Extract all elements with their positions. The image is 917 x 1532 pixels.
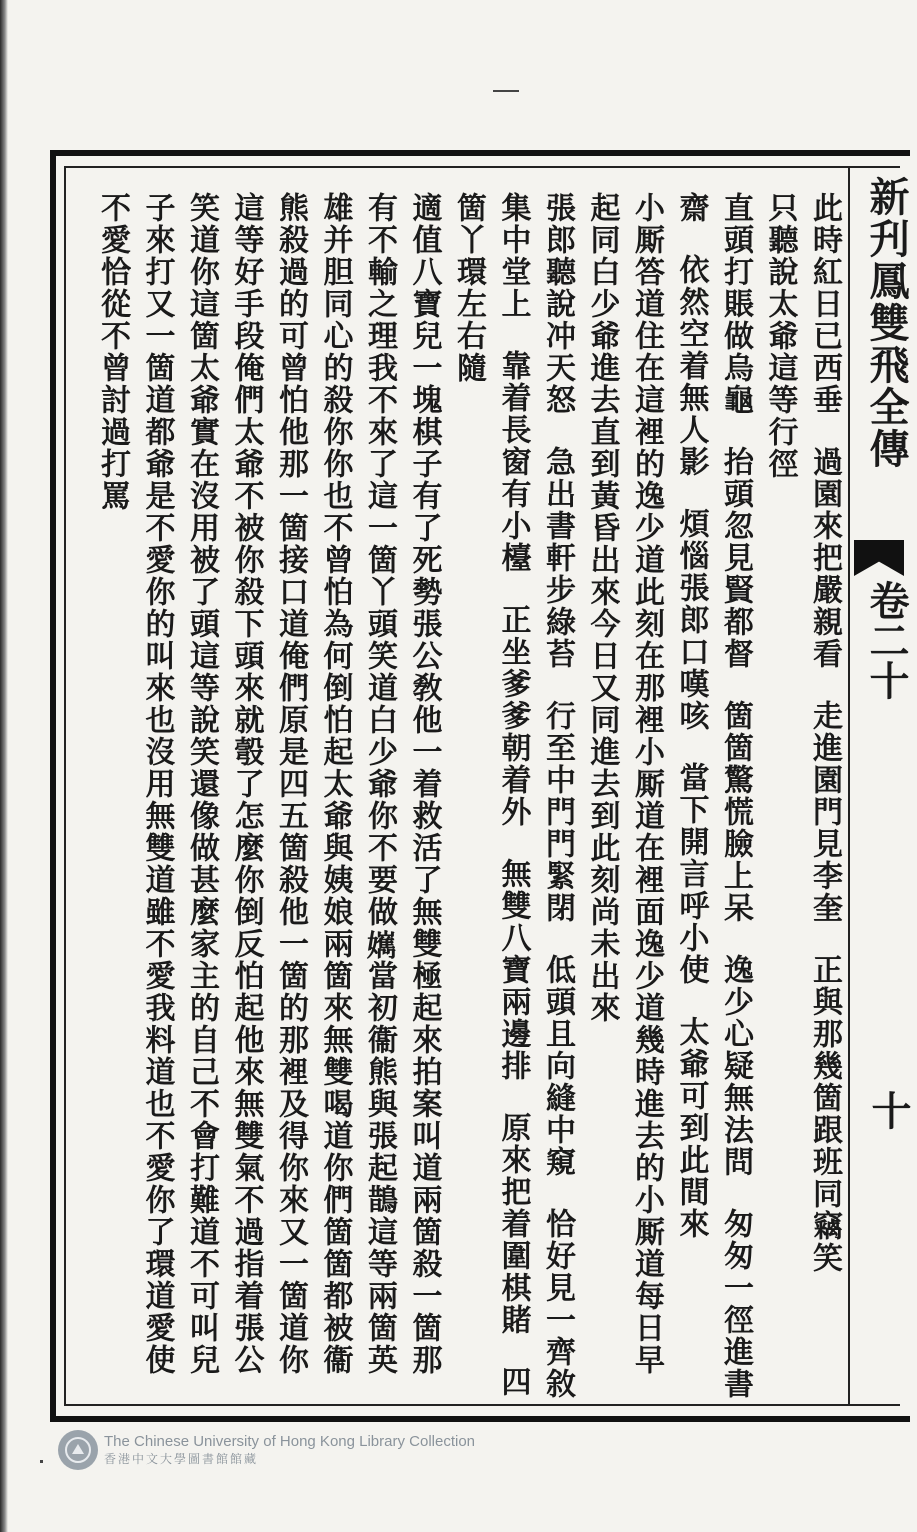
text-column [628,192,664,1376]
text-segment: 太爺可到此間來 [673,1016,709,1240]
text-segment: 只聽說太爺這等行徑 [762,192,798,480]
volume-label: 卷二十 [858,580,915,700]
page-number: 十 [865,1090,912,1130]
text-segment: 當下開言呼小使 [673,762,709,986]
text-segment: 小厮答道住在這裡的逸少道此刻在那裡小厮道在裡面逸少道幾時進去的小厮道每日早 [629,192,664,1376]
text-column [673,192,709,1240]
text-segment: 有不輸之理我不來了這一箇丫頭笑道白少爺你不要做𡣸當初衞熊與張起鵲這等兩箇英 [362,192,397,1376]
text-segment: 子來打又一箇道都爺是不愛你的叫來也沒用無雙道雖不愛我料道也不愛你了環道愛使 [139,192,175,1376]
text-segment: 原來把着圍棋賭 [495,1112,531,1336]
text-segment: 煩惱張郎口嘆咳 [673,508,709,732]
text-column [450,192,486,384]
text-segment: 直頭打賬做烏龜 [718,192,753,416]
text-segment: 逸少心疑無法問 [718,954,753,1178]
text-segment: 恰好見一齊敘 [540,1208,575,1400]
text-column [495,192,531,1398]
text-segment: 靠着長窗有小檯 [495,350,531,574]
text-segment: 依然空着無人影 [673,254,709,478]
text-segment: 抬頭忽見賢都督 [718,446,753,670]
text-column [717,192,753,1400]
text-column [317,192,353,1376]
text-segment: 集中堂上 [495,192,531,320]
text-segment: 箇箇驚慌臉上呆 [718,700,753,924]
text-segment: 不愛恰從不曾討過打罵 [95,192,130,512]
text-segment: 這等好手段俺們太爺不被你殺下頭來就彀了怎麼你倒反怕起他來無雙氣不過指着張公 [228,192,264,1376]
text-segment: 四 [495,1366,531,1398]
watermark-chinese: 香港中文大學圖書館館藏 [104,1452,259,1466]
text-segment: 張郎聽說冲天怒 [540,192,575,416]
text-segment: 此時紅日已西垂 [807,192,842,416]
text-column [806,192,842,1274]
library-watermark [58,1430,475,1470]
book-title: 新刋鳳雙飛全傳 [863,176,910,470]
text-segment: 適值八寶兒一塊棋子有了死勢張公敎他一着救活了無雙極起來拍案叫道兩箇殺一箇那 [406,192,442,1376]
page-margin-divider [848,166,850,1406]
text-segment: 箇丫環左右隨 [451,192,486,384]
text-segment: 正坐爹爹朝着外 [495,604,531,828]
text-segment: 無雙八寶兩邊排 [495,858,531,1082]
text-segment: 笑道你這箇太爺實在沒用被了頭這等說笑還像做甚麼家主的自己不會打難道不可叫兒 [184,192,219,1376]
watermark-english: The Chinese University of Hong Kong Library Collection [104,1433,476,1450]
text-segment: 走進園門見李奎 [807,700,842,924]
ink-speck [493,90,519,92]
text-segment: 低頭且向縫中窺 [540,954,575,1178]
text-segment: 齋 [673,192,709,224]
ink-speck [40,1460,43,1463]
text-column [762,192,798,480]
text-column [228,192,264,1376]
text-segment: 正與那幾箇跟班同竊笑 [807,954,842,1274]
text-segment: 熊殺過的可曾怕他那一箇接口道俺們原是四五箇殺他一箇的那裡及得你來又一箇道你 [273,192,308,1376]
text-segment: 過園來把嚴親看 [807,446,842,670]
text-segment: 起同白少爺進去直到黃昏出來今日又同進去到此刻尚未出來 [584,192,620,1024]
text-column [183,192,219,1376]
text-column [584,192,620,1024]
text-column [272,192,308,1376]
text-column [139,192,175,1376]
text-segment: 匆匆一徑進書 [718,1208,753,1400]
text-segment: 急出書軒步綠苔 [540,446,575,670]
text-segment: 行至中門門緊閉 [540,700,575,924]
text-column [406,192,442,1376]
book-spine-edge [0,0,8,1532]
text-segment: 雄并胆同心的殺你你也不曾怕為何倒怕起太爺與姨娘兩箇來無雙喝道你們箇箇都被衞 [317,192,353,1376]
text-column [361,192,397,1376]
text-column [94,192,130,512]
text-column [539,192,575,1400]
cuhk-library-seal-icon [58,1430,98,1470]
